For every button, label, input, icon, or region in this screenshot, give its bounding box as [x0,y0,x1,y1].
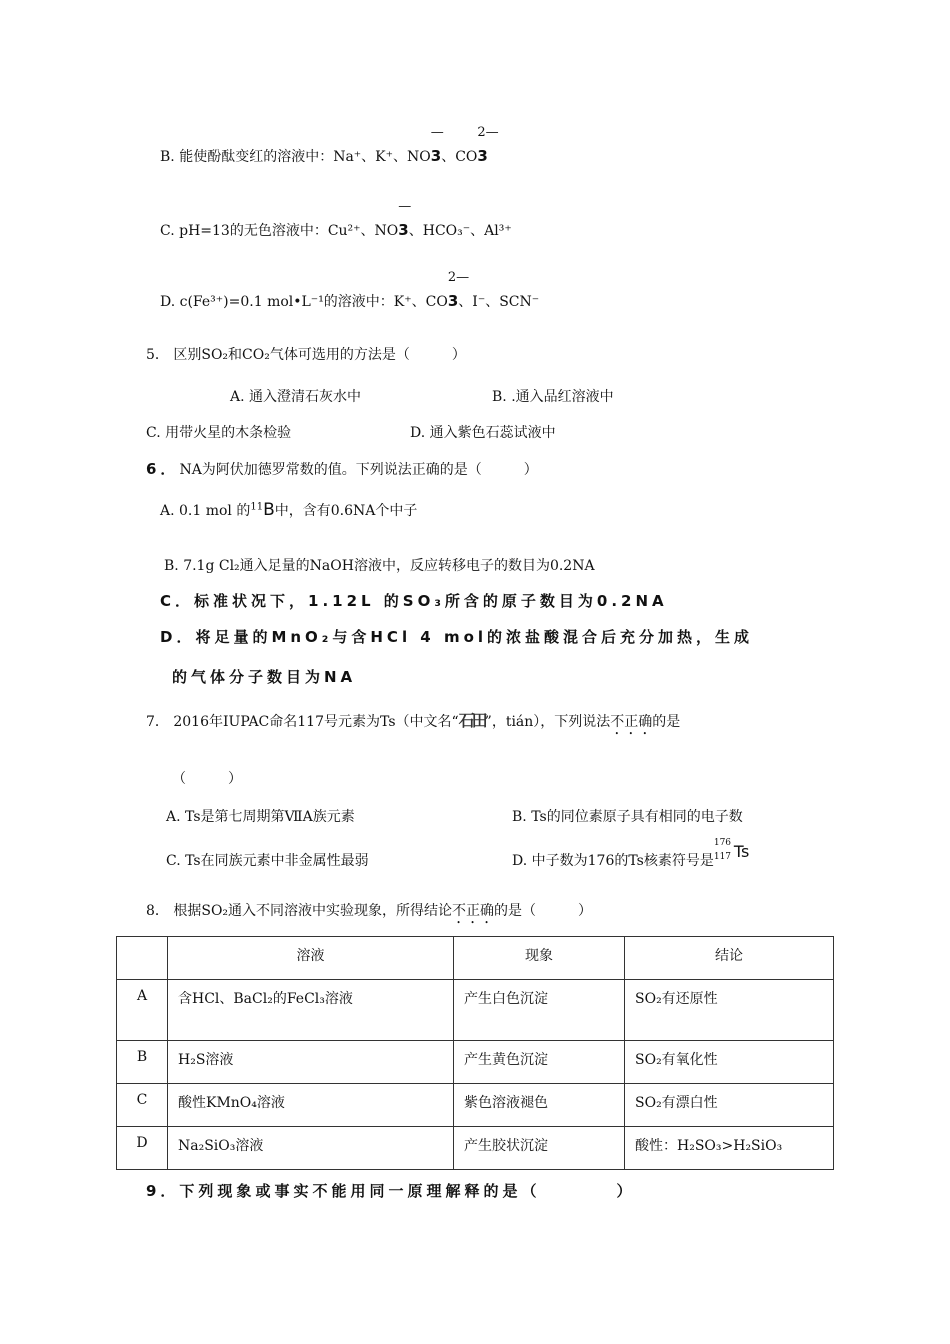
row-phenomenon: 产生黄色沉淀 [454,1041,625,1084]
q7-option-c: C. Ts在同族元素中非金属性最弱 [166,853,369,869]
table-row [117,1084,834,1127]
table-row [117,1041,834,1084]
q5-stem: 5． 区别SO₂和CO₂气体可选用的方法是（ ） [146,347,466,363]
q7-option-a: A. Ts是第七周期第ⅦA族元素 [166,809,355,825]
row-conclusion: SO₂有还原性 [625,980,834,1041]
q7-stem: 7． 2016年IUPAC命名117号元素为Ts（中文名“石田”，tián），下列说法不正确的是 [146,711,681,730]
row-phenomenon: 产生胶状沉淀 [454,1127,625,1170]
experiment-table [116,936,834,1170]
row-phenomenon: 紫色溶液褪色 [454,1084,625,1127]
row-key: C [117,1084,168,1127]
row-solution: H₂S溶液 [168,1041,454,1084]
q5-option-c: C. 用带火星的木条检验 [146,425,292,441]
table-header-cell: 结论 [625,937,834,980]
row-key: A [117,980,168,1041]
nitrate-ion: — 3 [430,125,444,165]
nitrate-ion: — 3 [398,199,412,239]
tennessine-glyph: 石田 [458,711,485,730]
table-header-cell: 现象 [454,937,625,980]
q7-paren: （ ） [172,771,242,787]
q6-option-d-line2: 的气体分子数目为NA [172,668,357,686]
q7-option-d: D. 中子数为176的Ts核素符号是 176 117 Ts [512,850,768,870]
table-header-cell: 溶液 [168,937,454,980]
q6-option-a: A. 0.1 mol 的$^{11}$B中，含有0.6NA个中子 [160,500,418,520]
q4-option-b: B. 能使酚酞变红的溶液中：Na⁺、K⁺、NO — 3、CO 2— 3 [160,125,499,165]
q6-stem: 6．NA为阿伏加德罗常数的值。下列说法正确的是（ ） [146,460,538,478]
row-solution: Na₂SiO₃溶液 [168,1127,454,1170]
row-key: B [117,1041,168,1084]
q8-stem: 8． 根据SO₂通入不同溶液中实验现象，所得结论不正确的是（ ） [146,903,593,919]
row-key: D [117,1127,168,1170]
q6-option-d-line1: D．将足量的MnO₂与含HCl 4 mol的浓盐酸混合后充分加热，生成 [160,628,754,646]
carbonate-ion: 2— 3 [447,270,470,310]
carbonate-ion: 2— 3 [477,125,499,165]
table-row [117,1127,834,1170]
table-header-cell [117,937,168,980]
q7-option-b: B. Ts的同位素原子具有相同的电子数 [512,809,743,825]
q5-option-a: A. 通入澄清石灰水中 [230,389,362,405]
row-conclusion: SO₂有氧化性 [625,1041,834,1084]
row-solution: 含HCl、BaCl₂的FeCl₃溶液 [168,980,454,1041]
row-conclusion: 酸性：H₂SO₃>H₂SiO₃ [625,1127,834,1170]
q4-option-d: D. c(Fe³⁺)=0.1 mol•L⁻¹的溶液中：K⁺、CO 2— 3、I⁻、SCN⁻ [160,270,540,310]
table-row [117,980,834,1041]
row-phenomenon: 产生白色沉淀 [454,980,625,1041]
row-conclusion: SO₂有漂白性 [625,1084,834,1127]
q9-stem: 9．下列现象或事实不能用同一原理解释的是（ ） [146,1182,636,1200]
nuclide-symbol: 176 117 Ts [713,838,750,862]
q6-option-b: B. 7.1g Cl₂通入足量的NaOH溶液中，反应转移电子的数目为0.2NA [164,558,595,574]
q5-option-b: B. .通入品红溶液中 [492,389,614,405]
q4-option-c: C. pH=13的无色溶液中：Cu²⁺、NO — 3、HCO₃⁻、Al³⁺ [160,199,512,239]
table-header-row [117,937,834,980]
row-solution: 酸性KMnO₄溶液 [168,1084,454,1127]
q5-option-d: D. 通入紫色石蕊试液中 [410,425,556,441]
q6-option-c: C．标准状况下，1.12L 的SO₃所含的原子数目为0.2NA [160,592,668,610]
